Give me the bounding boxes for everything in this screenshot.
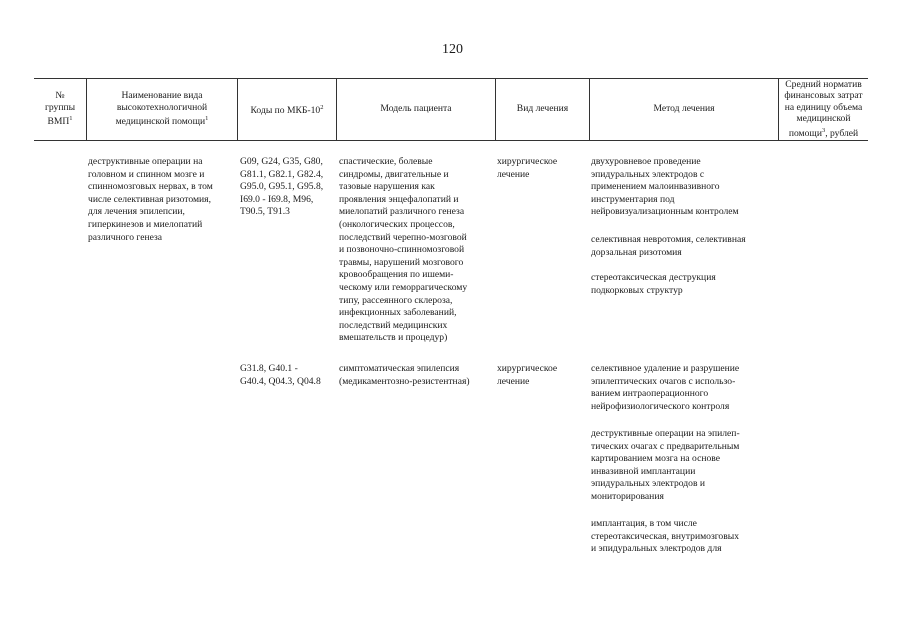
header-care-type: Наименование вида высокотехнологичной медицинской помощи$^1$ bbox=[115, 90, 209, 128]
treatment-method: имплантация, в том числе стереотаксическая, внутримозговых и эпидуральных электродов для bbox=[591, 518, 740, 555]
treatment-method: деструктивные операции на эпилеп- тических очагах с предварительным картированием мозга на основе инвазивной имплантации эпидуральных электродов и мониторирования bbox=[591, 428, 740, 502]
treatment-type: хирургическое лечение bbox=[497, 156, 558, 180]
header-group-number: № группы ВМП$^1$ bbox=[44, 90, 76, 128]
treatment-method: селективное удаление и разрушение эпилептических очагов с использо- ванием интраоперационного нейрофизиологического контроля bbox=[591, 363, 740, 412]
icd-codes: G31.8, G40.1 - G40.4, Q04.3, Q04.8 bbox=[240, 363, 321, 387]
icd-codes: G09, G24, G35, G80, G81.1, G82.1, G82.4, G95.0, G95.1, G95.8, I69.0 - I69.8, M96, T90.5, T91.3 bbox=[240, 156, 324, 218]
header-cost-norm: Средний норматив финансовых затрат на единицу объема медицинской помощи$^3$, рублей bbox=[784, 78, 863, 139]
table-header-bottom-rule bbox=[34, 140, 868, 141]
header-treatment-method: Метод лечения bbox=[653, 103, 715, 115]
treatment-method: двухуровневое проведение эпидуральных электродов с применением малоинвазивного инструментария под нейровизуализационным контролем bbox=[591, 156, 739, 218]
header-patient-model: Модель пациента bbox=[380, 103, 452, 115]
page-number: 120 bbox=[442, 42, 463, 57]
patient-model: спастические, болевые синдромы, двигательные и тазовые нарушения как проявления энцефалопатий и миелопатий различного генеза (онкологических процессов, последствий черепно-мозговой и позвоночно-спинномозговой травмы, нарушений мозгового кровообращения по ишеми- ческому или геморрагическому типу, рассеянного склероза, инфекционных заболеваний, последствий медицинских вмешательств и процедур) bbox=[339, 156, 468, 344]
treatment-method: селективная невротомия, селективная дорзальная ризотомия bbox=[591, 234, 746, 258]
header-treatment-type: Вид лечения bbox=[516, 103, 569, 115]
treatment-type: хирургическое лечение bbox=[497, 363, 558, 387]
treatment-method: стереотаксическая деструкция подкорковых структур bbox=[591, 272, 716, 296]
care-type-name: деструктивные операции на головном и спинном мозге и спинномозговых нервах, в том числе селективная ризотомия, для лечения эпилепсии, гиперкинезов и миелопатий различного генеза bbox=[88, 156, 213, 243]
patient-model: симптоматическая эпилепсия (медикаментозно-резистентная) bbox=[339, 363, 470, 387]
header-icd-codes: Коды по МКБ-$10^2$ bbox=[250, 103, 324, 116]
